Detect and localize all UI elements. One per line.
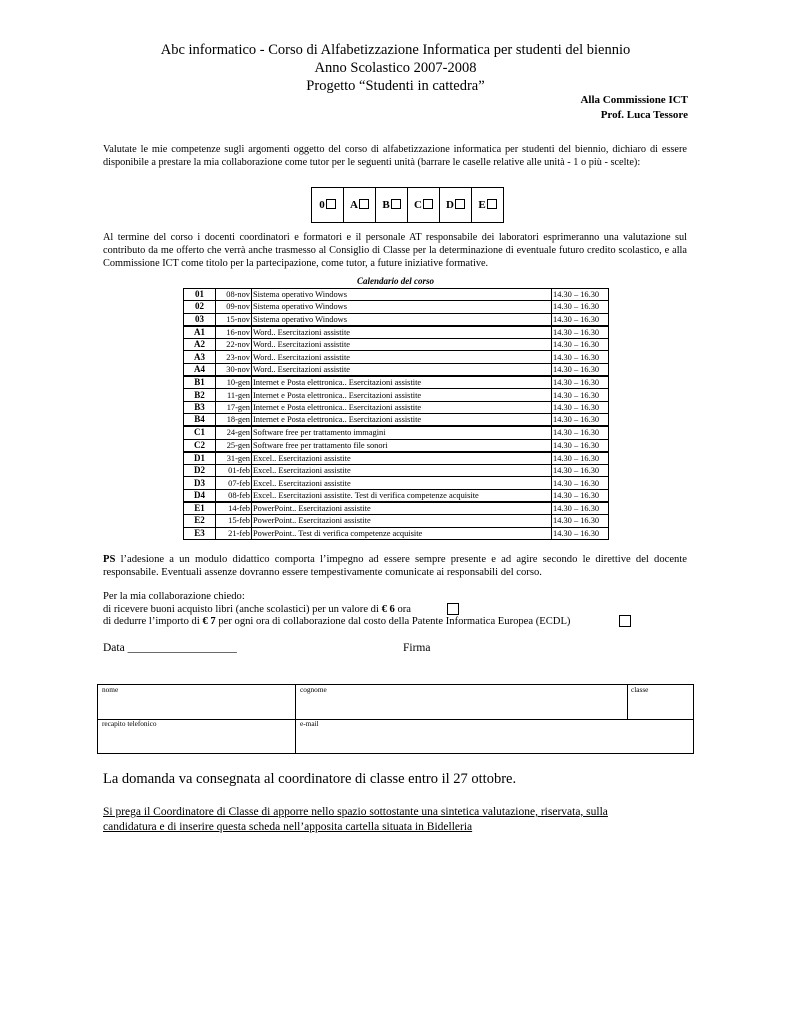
email-field[interactable]: e-mail xyxy=(300,719,319,728)
calendar-row xyxy=(184,401,609,413)
calendar-time: 14.30 – 16.30 xyxy=(552,489,609,502)
unit-option-D[interactable]: D xyxy=(440,188,472,223)
calendar-desc: Sistema operativo Windows xyxy=(252,301,552,313)
calendar-desc: PowerPoint.. Esercitazioni assistite xyxy=(252,515,552,527)
calendar-desc: Word.. Esercitazioni assistite xyxy=(252,363,552,376)
unit-checkbox[interactable] xyxy=(359,199,369,209)
unit-checkbox[interactable] xyxy=(423,199,433,209)
calendar-date: 09-nov xyxy=(216,301,252,313)
calendar-time: 14.30 – 16.30 xyxy=(552,326,609,339)
calendar-time: 14.30 – 16.30 xyxy=(552,426,609,439)
unit-option-B[interactable]: B xyxy=(376,188,408,223)
calendar-date: 23-nov xyxy=(216,351,252,363)
calendar-code: C1 xyxy=(184,426,216,439)
unit-option-A[interactable]: A xyxy=(344,188,376,223)
calendar-desc: Word.. Esercitazioni assistite xyxy=(252,326,552,339)
collaboration-section xyxy=(103,591,570,629)
collaboration-intro: Per la mia collaborazione chiedo: xyxy=(103,591,245,602)
phone-field[interactable]: recapito telefonico xyxy=(102,719,157,728)
calendar-row xyxy=(184,413,609,426)
calendar-date: 31-gen xyxy=(216,452,252,465)
calendar-desc: Sistema operativo Windows xyxy=(252,289,552,301)
signature-label: Firma xyxy=(403,642,431,654)
calendar-row xyxy=(184,489,609,502)
calendar-code: B2 xyxy=(184,389,216,401)
calendar-code: B3 xyxy=(184,401,216,413)
calendar-time: 14.30 – 16.30 xyxy=(552,289,609,301)
calendar-table xyxy=(183,288,609,540)
project-name: Progetto “Studenti in cattedra” xyxy=(306,78,485,94)
unit-selection xyxy=(311,187,504,223)
calendar-code: D4 xyxy=(184,489,216,502)
calendar-date: 21-feb xyxy=(216,527,252,539)
option-ecdl-deduction: di dedurre l’importo di € 7 per ogni ora di collaborazione dal costo della Patente Informatica Europea (ECDL) xyxy=(103,616,571,627)
calendar-row xyxy=(184,527,609,539)
calendar-date: 14-feb xyxy=(216,502,252,515)
calendar-desc: Internet e Posta elettronica.. Esercitazioni assistite xyxy=(252,401,552,413)
calendar-row xyxy=(184,465,609,477)
calendar-date: 16-nov xyxy=(216,326,252,339)
calendar-date: 15-nov xyxy=(216,313,252,326)
calendar-date: 08-nov xyxy=(216,289,252,301)
calendar-time: 14.30 – 16.30 xyxy=(552,527,609,539)
deadline-notice: La domanda va consegnata al coordinatore di classe entro il 27 ottobre. xyxy=(103,771,517,787)
calendar-time: 14.30 – 16.30 xyxy=(552,401,609,413)
calendar-desc: Word.. Esercitazioni assistite xyxy=(252,351,552,363)
unit-checkbox[interactable] xyxy=(487,199,497,209)
calendar-code: C2 xyxy=(184,439,216,452)
calendar-date: 18-gen xyxy=(216,413,252,426)
calendar-code: A2 xyxy=(184,339,216,351)
recipient-commission: Alla Commissione ICT xyxy=(580,94,688,106)
calendar-desc: Software free per trattamento file sonori xyxy=(252,439,552,452)
calendar-desc: Software free per trattamento immagini xyxy=(252,426,552,439)
option-book-vouchers: di ricevere buoni acquisto libri (anche scolastici) per un valore di € 6 ora xyxy=(103,603,412,615)
calendar-desc: Sistema operativo Windows xyxy=(252,313,552,326)
unit-option-0[interactable]: 0 xyxy=(312,188,344,223)
nome-field[interactable]: nome xyxy=(102,685,119,694)
calendar-date: 07-feb xyxy=(216,477,252,489)
ecdl-deduction-checkbox[interactable] xyxy=(619,615,631,627)
calendar-code: A4 xyxy=(184,363,216,376)
calendar-time: 14.30 – 16.30 xyxy=(552,502,609,515)
calendar-time: 14.30 – 16.30 xyxy=(552,389,609,401)
calendar-date: 25-gen xyxy=(216,439,252,452)
calendar-row xyxy=(184,389,609,401)
calendar-date: 30-nov xyxy=(216,363,252,376)
book-vouchers-checkbox[interactable] xyxy=(447,603,459,615)
calendar-code: B4 xyxy=(184,413,216,426)
calendar-time: 14.30 – 16.30 xyxy=(552,301,609,313)
personal-data-form xyxy=(97,684,694,754)
ps-text: l’adesione a un modulo didattico comporta l’impegno ad essere sempre presente e ad agire secondo le direttive del docente responsabile. Eventuali assenze dovranno essere tempestivamente comunicate ai responsabili del corso. xyxy=(103,554,687,578)
calendar-row xyxy=(184,351,609,363)
calendar-time: 14.30 – 16.30 xyxy=(552,376,609,389)
calendar-time: 14.30 – 16.30 xyxy=(552,465,609,477)
calendar-desc: Excel.. Esercitazioni assistite xyxy=(252,465,552,477)
unit-checkbox[interactable] xyxy=(391,199,401,209)
school-year: Anno Scolastico 2007-2008 xyxy=(314,60,477,76)
calendar-row xyxy=(184,502,609,515)
classe-field[interactable]: classe xyxy=(631,685,649,694)
calendar-row xyxy=(184,515,609,527)
calendar-code: E3 xyxy=(184,527,216,539)
calendar-desc: PowerPoint.. Esercitazioni assistite xyxy=(252,502,552,515)
calendar-row xyxy=(184,301,609,313)
unit-checkbox[interactable] xyxy=(455,199,465,209)
calendar-row xyxy=(184,363,609,376)
calendar-time: 14.30 – 16.30 xyxy=(552,339,609,351)
calendar-code: A1 xyxy=(184,326,216,339)
calendar-row xyxy=(184,452,609,465)
calendar-date: 22-nov xyxy=(216,339,252,351)
calendar-row xyxy=(184,339,609,351)
calendar-time: 14.30 – 16.30 xyxy=(552,452,609,465)
unit-checkbox[interactable] xyxy=(326,199,336,209)
calendar-row xyxy=(184,477,609,489)
unit-option-E[interactable]: E xyxy=(472,188,504,223)
calendar-date: 01-feb xyxy=(216,465,252,477)
calendar-time: 14.30 – 16.30 xyxy=(552,351,609,363)
calendar-date: 17-gen xyxy=(216,401,252,413)
recipient-professor: Prof. Luca Tessore xyxy=(600,109,688,121)
calendar-date: 11-gen xyxy=(216,389,252,401)
calendar-desc: Internet e Posta elettronica.. Esercitazioni assistite xyxy=(252,413,552,426)
calendar-desc: Excel.. Esercitazioni assistite xyxy=(252,477,552,489)
calendar-code: D3 xyxy=(184,477,216,489)
calendar-time: 14.30 – 16.30 xyxy=(552,313,609,326)
calendar-date: 08-feb xyxy=(216,489,252,502)
evaluation-paragraph: Al termine del corso i docenti coordinatori e formatori e il personale AT responsabile dei laboratori esprimeranno una valutazione sul contributo da me offerto che verrà anche trasmesso al Consiglio di Classe per la determinazione di eventuale futuro credito scolastico, e alla Commissione ICT come titolo per la partecipazione, come tutor, a future iniziative formative. xyxy=(103,232,687,269)
coordinator-note: Si prega il Coordinatore di Classe di apporre nello spazio sottostante una sintetica valutazione, riservata, sulla candidatura e di inserire questa scheda nell’apposita cartella situata in Bidelleria xyxy=(103,806,608,833)
calendar-code: E2 xyxy=(184,515,216,527)
calendar-code: 03 xyxy=(184,313,216,326)
calendar-desc: Internet e Posta elettronica.. Esercitazioni assistite xyxy=(252,389,552,401)
calendar-date: 24-gen xyxy=(216,426,252,439)
document-title: Abc informatico - Corso di Alfabetizzazione Informatica per studenti del biennio xyxy=(160,42,631,58)
calendar-row xyxy=(184,426,609,439)
calendar-code: D2 xyxy=(184,465,216,477)
ps-paragraph xyxy=(103,553,687,579)
intro-paragraph: Valutate le mie competenze sugli argomenti oggetto del corso di alfabetizzazione informatica per studenti del biennio, dichiaro di essere disponibile a prestare la mia collaborazione come tutor per le seguenti unità (barrare le caselle relative alle unità - 1 o più - scelte): xyxy=(103,144,687,168)
calendar-time: 14.30 – 16.30 xyxy=(552,515,609,527)
calendar-desc: Internet e Posta elettronica.. Esercitazioni assistite xyxy=(252,376,552,389)
calendar-row xyxy=(184,326,609,339)
calendar-time: 14.30 – 16.30 xyxy=(552,477,609,489)
unit-option-C[interactable]: C xyxy=(408,188,440,223)
calendar-desc: Excel.. Esercitazioni assistite. Test di verifica competenze acquisite xyxy=(252,489,552,502)
calendar-row xyxy=(184,313,609,326)
calendar-date: 10-gen xyxy=(216,376,252,389)
calendar-desc: Excel.. Esercitazioni assistite xyxy=(252,452,552,465)
calendar-time: 14.30 – 16.30 xyxy=(552,439,609,452)
calendar-code: A3 xyxy=(184,351,216,363)
calendar-code: E1 xyxy=(184,502,216,515)
calendar-time: 14.30 – 16.30 xyxy=(552,363,609,376)
calendar-code: B1 xyxy=(184,376,216,389)
date-field[interactable]: Data ___________________ xyxy=(103,642,237,654)
calendar-title: Calendario del corso xyxy=(356,276,434,286)
calendar-row xyxy=(184,289,609,301)
ps-label: PS xyxy=(103,554,116,565)
calendar-code: 02 xyxy=(184,301,216,313)
calendar-date: 15-feb xyxy=(216,515,252,527)
calendar-row xyxy=(184,439,609,452)
calendar-code: D1 xyxy=(184,452,216,465)
calendar-row xyxy=(184,376,609,389)
cognome-field[interactable]: cognome xyxy=(300,685,327,694)
calendar-desc: Word.. Esercitazioni assistite xyxy=(252,339,552,351)
calendar-desc: PowerPoint.. Test di verifica competenze acquisite xyxy=(252,527,552,539)
calendar-time: 14.30 – 16.30 xyxy=(552,413,609,426)
calendar-code: 01 xyxy=(184,289,216,301)
